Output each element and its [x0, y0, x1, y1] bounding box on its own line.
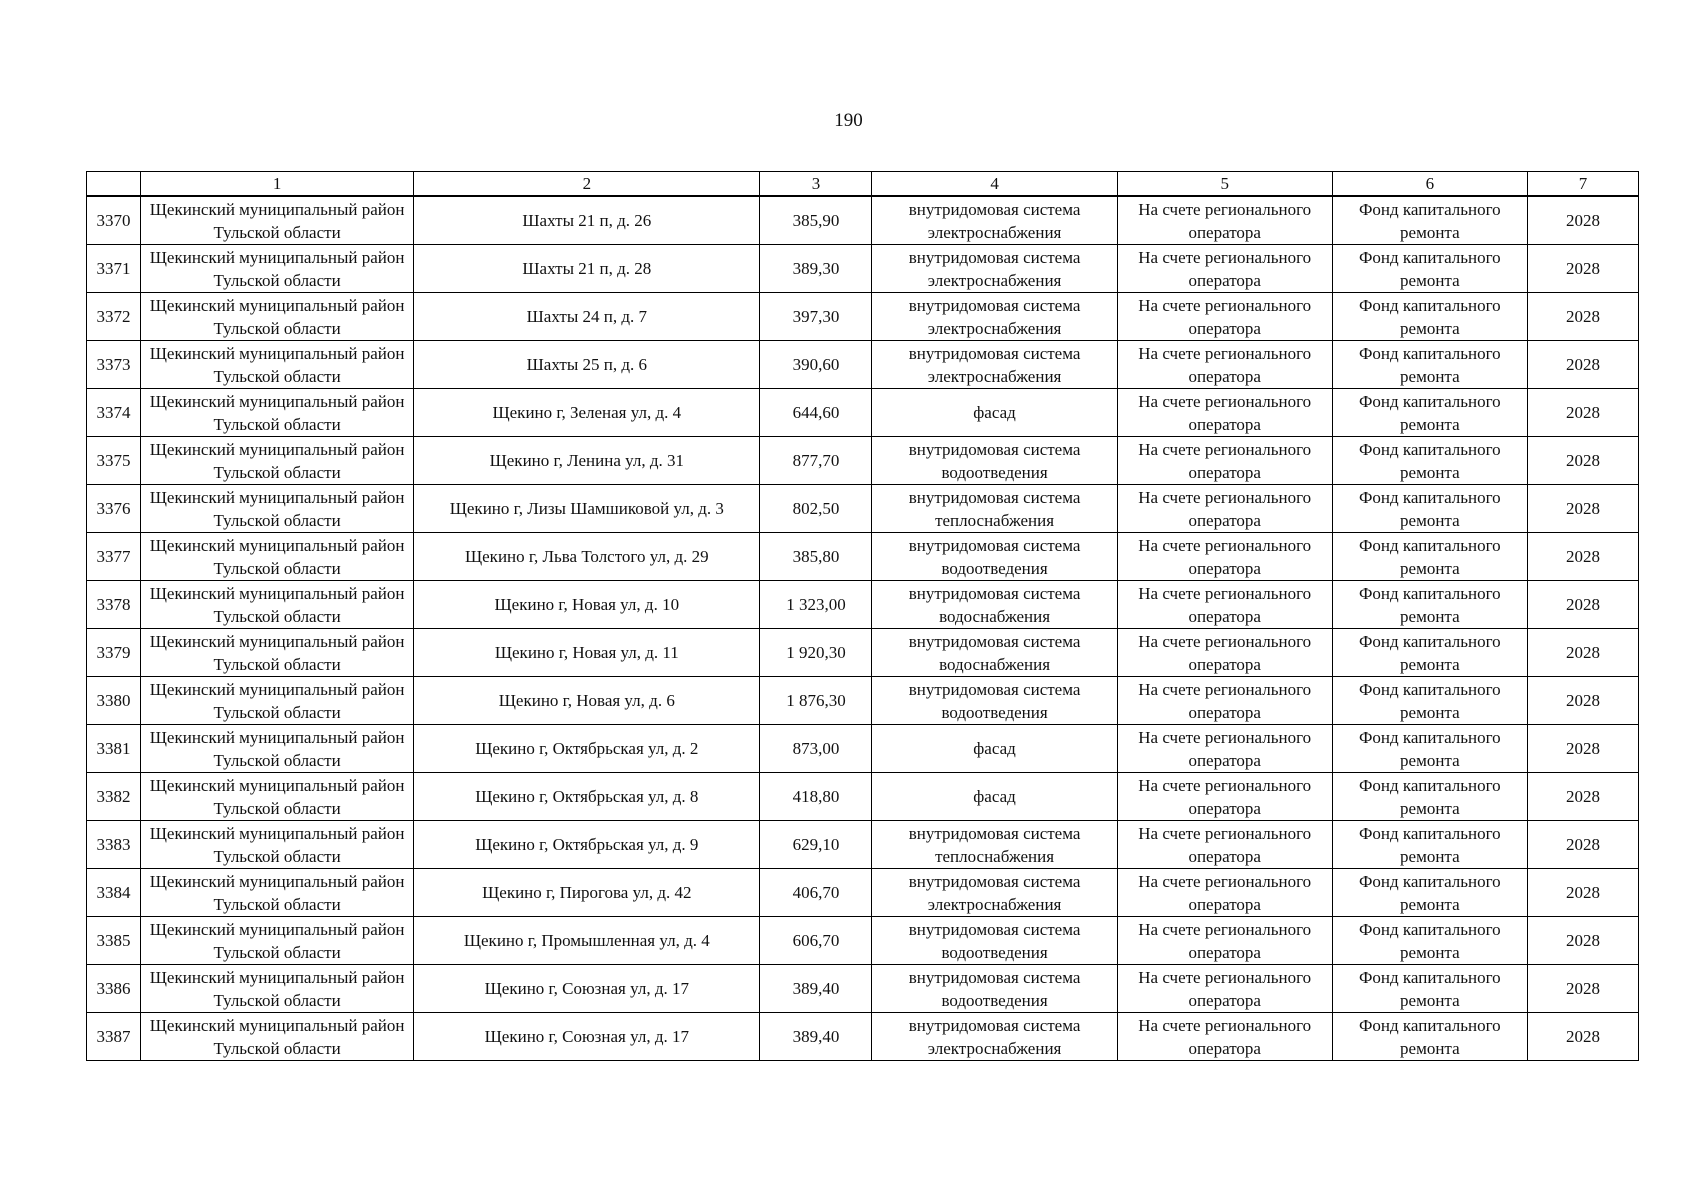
row-number-cell: 3384 — [87, 869, 141, 917]
funding-source-cell: Фонд капитального ремонта — [1332, 1013, 1527, 1061]
address-cell: Щекино г, Лизы Шамшиковой ул, д. 3 — [414, 485, 760, 533]
table-row — [87, 485, 1639, 533]
table-row — [87, 629, 1639, 677]
address-cell: Щекино г, Октябрьская ул, д. 2 — [414, 725, 760, 773]
municipality-cell: Щекинский муниципальный район Тульской области — [141, 196, 414, 245]
work-type-cell: внутридомовая система водоотведения — [872, 677, 1117, 725]
funding-source-cell: Фонд капитального ремонта — [1332, 389, 1527, 437]
account-cell: На счете регионального оператора — [1117, 485, 1332, 533]
row-number-cell: 3386 — [87, 965, 141, 1013]
address-cell: Щекино г, Новая ул, д. 6 — [414, 677, 760, 725]
table-row — [87, 821, 1639, 869]
municipality-cell: Щекинский муниципальный район Тульской области — [141, 437, 414, 485]
address-cell: Щекино г, Льва Толстого ул, д. 29 — [414, 533, 760, 581]
year-cell: 2028 — [1527, 437, 1638, 485]
header-cell-2: 2 — [414, 172, 760, 197]
account-cell: На счете регионального оператора — [1117, 245, 1332, 293]
address-cell: Шахты 21 п, д. 26 — [414, 196, 760, 245]
account-cell: На счете регионального оператора — [1117, 293, 1332, 341]
year-cell: 2028 — [1527, 1013, 1638, 1061]
work-type-cell: внутридомовая система электроснабжения — [872, 341, 1117, 389]
table-row — [87, 581, 1639, 629]
work-type-cell: внутридомовая система теплоснабжения — [872, 821, 1117, 869]
table-row — [87, 677, 1639, 725]
funding-source-cell: Фонд капитального ремонта — [1332, 485, 1527, 533]
address-cell: Шахты 25 п, д. 6 — [414, 341, 760, 389]
area-cell: 606,70 — [760, 917, 872, 965]
funding-source-cell: Фонд капитального ремонта — [1332, 965, 1527, 1013]
table-row — [87, 437, 1639, 485]
account-cell: На счете регионального оператора — [1117, 869, 1332, 917]
header-cell-6: 6 — [1332, 172, 1527, 197]
work-type-cell: внутридомовая система электроснабжения — [872, 869, 1117, 917]
table-row — [87, 389, 1639, 437]
area-cell: 389,40 — [760, 965, 872, 1013]
year-cell: 2028 — [1527, 581, 1638, 629]
year-cell: 2028 — [1527, 821, 1638, 869]
area-cell: 389,40 — [760, 1013, 872, 1061]
header-cell-1: 1 — [141, 172, 414, 197]
account-cell: На счете регионального оператора — [1117, 533, 1332, 581]
work-type-cell: внутридомовая система водоснабжения — [872, 581, 1117, 629]
municipality-cell: Щекинский муниципальный район Тульской области — [141, 293, 414, 341]
year-cell: 2028 — [1527, 629, 1638, 677]
year-cell: 2028 — [1527, 245, 1638, 293]
area-cell: 802,50 — [760, 485, 872, 533]
work-type-cell: внутридомовая система водоотведения — [872, 437, 1117, 485]
area-cell: 1 876,30 — [760, 677, 872, 725]
work-type-cell: внутридомовая система электроснабжения — [872, 245, 1117, 293]
address-cell: Щекино г, Промышленная ул, д. 4 — [414, 917, 760, 965]
area-cell: 406,70 — [760, 869, 872, 917]
work-type-cell: фасад — [872, 389, 1117, 437]
funding-source-cell: Фонд капитального ремонта — [1332, 293, 1527, 341]
funding-source-cell: Фонд капитального ремонта — [1332, 341, 1527, 389]
area-cell: 397,30 — [760, 293, 872, 341]
area-cell: 629,10 — [760, 821, 872, 869]
area-cell: 873,00 — [760, 725, 872, 773]
funding-source-cell: Фонд капитального ремонта — [1332, 725, 1527, 773]
row-number-cell: 3378 — [87, 581, 141, 629]
table-row — [87, 773, 1639, 821]
header-cell-4: 4 — [872, 172, 1117, 197]
address-cell: Щекино г, Новая ул, д. 11 — [414, 629, 760, 677]
municipality-cell: Щекинский муниципальный район Тульской области — [141, 677, 414, 725]
header-cell-3: 3 — [760, 172, 872, 197]
municipality-cell: Щекинский муниципальный район Тульской области — [141, 917, 414, 965]
table-row — [87, 965, 1639, 1013]
row-number-cell: 3383 — [87, 821, 141, 869]
municipality-cell: Щекинский муниципальный район Тульской области — [141, 485, 414, 533]
account-cell: На счете регионального оператора — [1117, 581, 1332, 629]
area-cell: 1 323,00 — [760, 581, 872, 629]
year-cell: 2028 — [1527, 533, 1638, 581]
row-number-cell: 3380 — [87, 677, 141, 725]
funding-source-cell: Фонд капитального ремонта — [1332, 677, 1527, 725]
year-cell: 2028 — [1527, 389, 1638, 437]
page-number: 190 — [834, 110, 863, 131]
table-row — [87, 725, 1639, 773]
work-type-cell: внутридомовая система электроснабжения — [872, 1013, 1117, 1061]
address-cell: Шахты 21 п, д. 28 — [414, 245, 760, 293]
account-cell: На счете регионального оператора — [1117, 1013, 1332, 1061]
header-row — [87, 172, 1639, 197]
table-row — [87, 533, 1639, 581]
capital-repair-table — [86, 171, 1639, 1061]
address-cell: Щекино г, Союзная ул, д. 17 — [414, 1013, 760, 1061]
funding-source-cell: Фонд капитального ремонта — [1332, 869, 1527, 917]
area-cell: 389,30 — [760, 245, 872, 293]
table-header — [87, 172, 1639, 197]
municipality-cell: Щекинский муниципальный район Тульской области — [141, 341, 414, 389]
year-cell: 2028 — [1527, 485, 1638, 533]
year-cell: 2028 — [1527, 725, 1638, 773]
municipality-cell: Щекинский муниципальный район Тульской области — [141, 1013, 414, 1061]
account-cell: На счете регионального оператора — [1117, 629, 1332, 677]
table-row — [87, 293, 1639, 341]
work-type-cell: внутридомовая система электроснабжения — [872, 196, 1117, 245]
year-cell: 2028 — [1527, 773, 1638, 821]
municipality-cell: Щекинский муниципальный район Тульской области — [141, 725, 414, 773]
row-number-cell: 3373 — [87, 341, 141, 389]
municipality-cell: Щекинский муниципальный район Тульской области — [141, 869, 414, 917]
account-cell: На счете регионального оператора — [1117, 341, 1332, 389]
year-cell: 2028 — [1527, 917, 1638, 965]
address-cell: Щекино г, Октябрьская ул, д. 8 — [414, 773, 760, 821]
header-cell-num — [87, 172, 141, 197]
work-type-cell: внутридомовая система водоотведения — [872, 533, 1117, 581]
row-number-cell: 3381 — [87, 725, 141, 773]
municipality-cell: Щекинский муниципальный район Тульской области — [141, 821, 414, 869]
work-type-cell: внутридомовая система электроснабжения — [872, 293, 1117, 341]
row-number-cell: 3382 — [87, 773, 141, 821]
funding-source-cell: Фонд капитального ремонта — [1332, 437, 1527, 485]
address-cell: Щекино г, Октябрьская ул, д. 9 — [414, 821, 760, 869]
row-number-cell: 3370 — [87, 196, 141, 245]
header-cell-5: 5 — [1117, 172, 1332, 197]
municipality-cell: Щекинский муниципальный район Тульской области — [141, 533, 414, 581]
row-number-cell: 3377 — [87, 533, 141, 581]
row-number-cell: 3385 — [87, 917, 141, 965]
area-cell: 390,60 — [760, 341, 872, 389]
account-cell: На счете регионального оператора — [1117, 196, 1332, 245]
row-number-cell: 3376 — [87, 485, 141, 533]
row-number-cell: 3372 — [87, 293, 141, 341]
work-type-cell: внутридомовая система теплоснабжения — [872, 485, 1117, 533]
funding-source-cell: Фонд капитального ремонта — [1332, 245, 1527, 293]
row-number-cell: 3387 — [87, 1013, 141, 1061]
funding-source-cell: Фонд капитального ремонта — [1332, 533, 1527, 581]
row-number-cell: 3379 — [87, 629, 141, 677]
municipality-cell: Щекинский муниципальный район Тульской области — [141, 965, 414, 1013]
area-cell: 385,90 — [760, 196, 872, 245]
work-type-cell: фасад — [872, 725, 1117, 773]
municipality-cell: Щекинский муниципальный район Тульской области — [141, 389, 414, 437]
table-row — [87, 196, 1639, 245]
table-row — [87, 245, 1639, 293]
work-type-cell: внутридомовая система водоотведения — [872, 917, 1117, 965]
area-cell: 418,80 — [760, 773, 872, 821]
year-cell: 2028 — [1527, 965, 1638, 1013]
account-cell: На счете регионального оператора — [1117, 917, 1332, 965]
area-cell: 1 920,30 — [760, 629, 872, 677]
address-cell: Щекино г, Зеленая ул, д. 4 — [414, 389, 760, 437]
year-cell: 2028 — [1527, 341, 1638, 389]
row-number-cell: 3374 — [87, 389, 141, 437]
year-cell: 2028 — [1527, 869, 1638, 917]
account-cell: На счете регионального оператора — [1117, 965, 1332, 1013]
funding-source-cell: Фонд капитального ремонта — [1332, 629, 1527, 677]
work-type-cell: фасад — [872, 773, 1117, 821]
row-number-cell: 3371 — [87, 245, 141, 293]
municipality-cell: Щекинский муниципальный район Тульской области — [141, 773, 414, 821]
municipality-cell: Щекинский муниципальный район Тульской области — [141, 245, 414, 293]
work-type-cell: внутридомовая система водоснабжения — [872, 629, 1117, 677]
row-number-cell: 3375 — [87, 437, 141, 485]
address-cell: Щекино г, Ленина ул, д. 31 — [414, 437, 760, 485]
account-cell: На счете регионального оператора — [1117, 773, 1332, 821]
address-cell: Щекино г, Пирогова ул, д. 42 — [414, 869, 760, 917]
funding-source-cell: Фонд капитального ремонта — [1332, 196, 1527, 245]
funding-source-cell: Фонд капитального ремонта — [1332, 917, 1527, 965]
year-cell: 2028 — [1527, 293, 1638, 341]
address-cell: Щекино г, Новая ул, д. 10 — [414, 581, 760, 629]
year-cell: 2028 — [1527, 677, 1638, 725]
address-cell: Щекино г, Союзная ул, д. 17 — [414, 965, 760, 1013]
account-cell: На счете регионального оператора — [1117, 389, 1332, 437]
area-cell: 877,70 — [760, 437, 872, 485]
area-cell: 385,80 — [760, 533, 872, 581]
account-cell: На счете регионального оператора — [1117, 677, 1332, 725]
funding-source-cell: Фонд капитального ремонта — [1332, 821, 1527, 869]
table-row — [87, 917, 1639, 965]
table-row — [87, 341, 1639, 389]
municipality-cell: Щекинский муниципальный район Тульской области — [141, 581, 414, 629]
table-row — [87, 869, 1639, 917]
address-cell: Шахты 24 п, д. 7 — [414, 293, 760, 341]
account-cell: На счете регионального оператора — [1117, 437, 1332, 485]
municipality-cell: Щекинский муниципальный район Тульской области — [141, 629, 414, 677]
account-cell: На счете регионального оператора — [1117, 821, 1332, 869]
work-type-cell: внутридомовая система водоотведения — [872, 965, 1117, 1013]
table-body — [87, 196, 1639, 1061]
year-cell: 2028 — [1527, 196, 1638, 245]
funding-source-cell: Фонд капитального ремонта — [1332, 773, 1527, 821]
funding-source-cell: Фонд капитального ремонта — [1332, 581, 1527, 629]
area-cell: 644,60 — [760, 389, 872, 437]
header-cell-7: 7 — [1527, 172, 1638, 197]
table-row — [87, 1013, 1639, 1061]
account-cell: На счете регионального оператора — [1117, 725, 1332, 773]
